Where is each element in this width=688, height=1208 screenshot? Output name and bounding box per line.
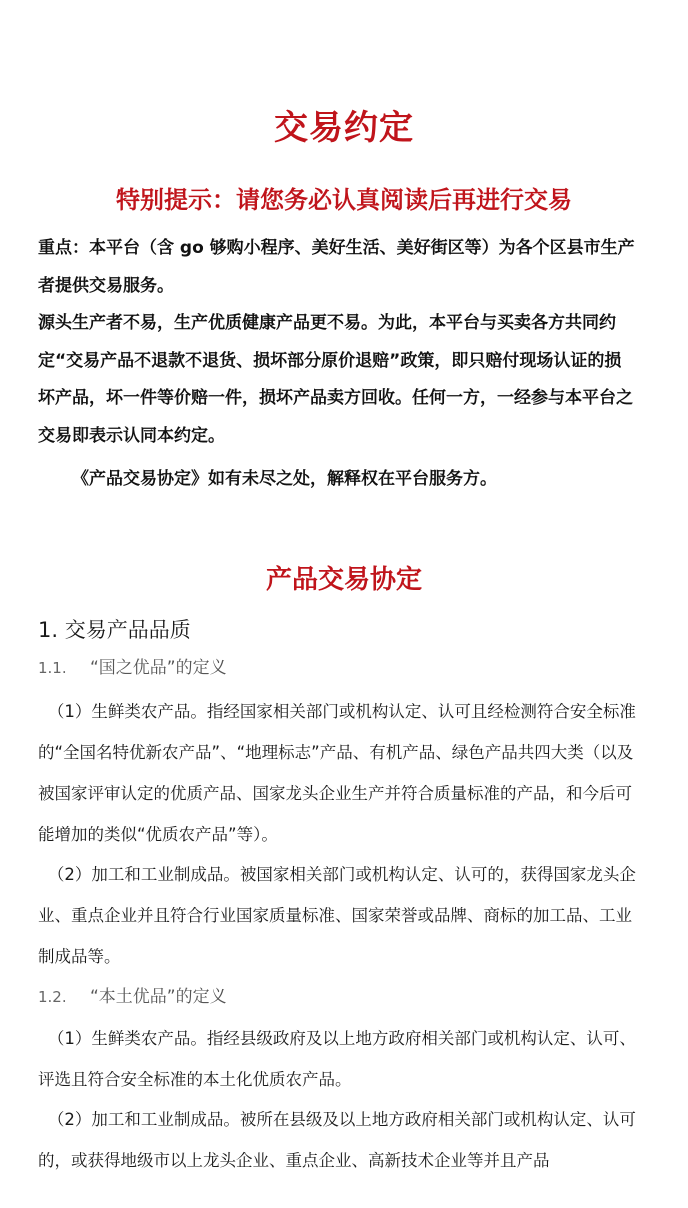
agreement-title: 产品交易协定 bbox=[265, 565, 422, 595]
subsection-heading bbox=[38, 654, 227, 682]
page-title: 交易约定 bbox=[274, 108, 414, 148]
notice-body bbox=[38, 230, 638, 499]
notice-paragraph: 《产品交易协定》如有未尽之处，解释权在平台服务方。 bbox=[72, 469, 497, 489]
body-paragraph: （2）加工和工业制成品。被所在县级及以上地方政府相关部门或机构认定、认可的，或获得地级市以上龙头企业、重点企业、高新技术企业等并且产品 bbox=[38, 1110, 636, 1170]
body-paragraph: （2）加工和工业制成品。被国家相关部门或机构认定、认可的，获得国家龙头企业、重点企业并且符合行业国家质量标准、国家荣誉或品牌、商标的加工品、工业制成品等。 bbox=[38, 865, 636, 966]
subsection-title: “本土优品”的定义 bbox=[90, 987, 227, 1007]
body-paragraph: （1）生鲜类农产品。指经县级政府及以上地方政府相关部门或机构认定、认可、评选且符合安全标准的本土化优质农产品。 bbox=[38, 1029, 636, 1089]
notice-paragraph: 重点：本平台（含 go 够购小程序、美好生活、美好街区等）为各个区县市生产者提供交易服务。 bbox=[38, 238, 635, 296]
subsection-number: 1.2. bbox=[38, 988, 67, 1006]
section-heading: 1. 交易产品品质 bbox=[38, 618, 191, 642]
subsection-heading bbox=[38, 983, 227, 1011]
notice-title: 特别提示：请您务必认真阅读后再进行交易 bbox=[116, 186, 572, 214]
notice-paragraph: 源头生产者不易，生产优质健康产品更不易。为此，本平台与买卖各方共同约定“交易产品不退款不退货、损坏部分原价退赔”政策，即只赔付现场认证的损坏产品，坏一件等价赔一件，损坏产品卖方回收。任何一方，一经参与本平台之交易即表示认同本约定。 bbox=[38, 313, 633, 446]
body-paragraph: （1）生鲜类农产品。指经国家相关部门或机构认定、认可且经检测符合安全标准的“全国名特优新农产品”、“地理标志”产品、有机产品、绿色产品共四大类（以及被国家评审认定的优质产品、国家龙头企业生产并符合质量标准的产品，和今后可能增加的类似“优质农产品”等）。 bbox=[38, 702, 636, 844]
subsection-number: 1.1. bbox=[38, 659, 67, 677]
subsection-title: “国之优品”的定义 bbox=[90, 658, 227, 678]
